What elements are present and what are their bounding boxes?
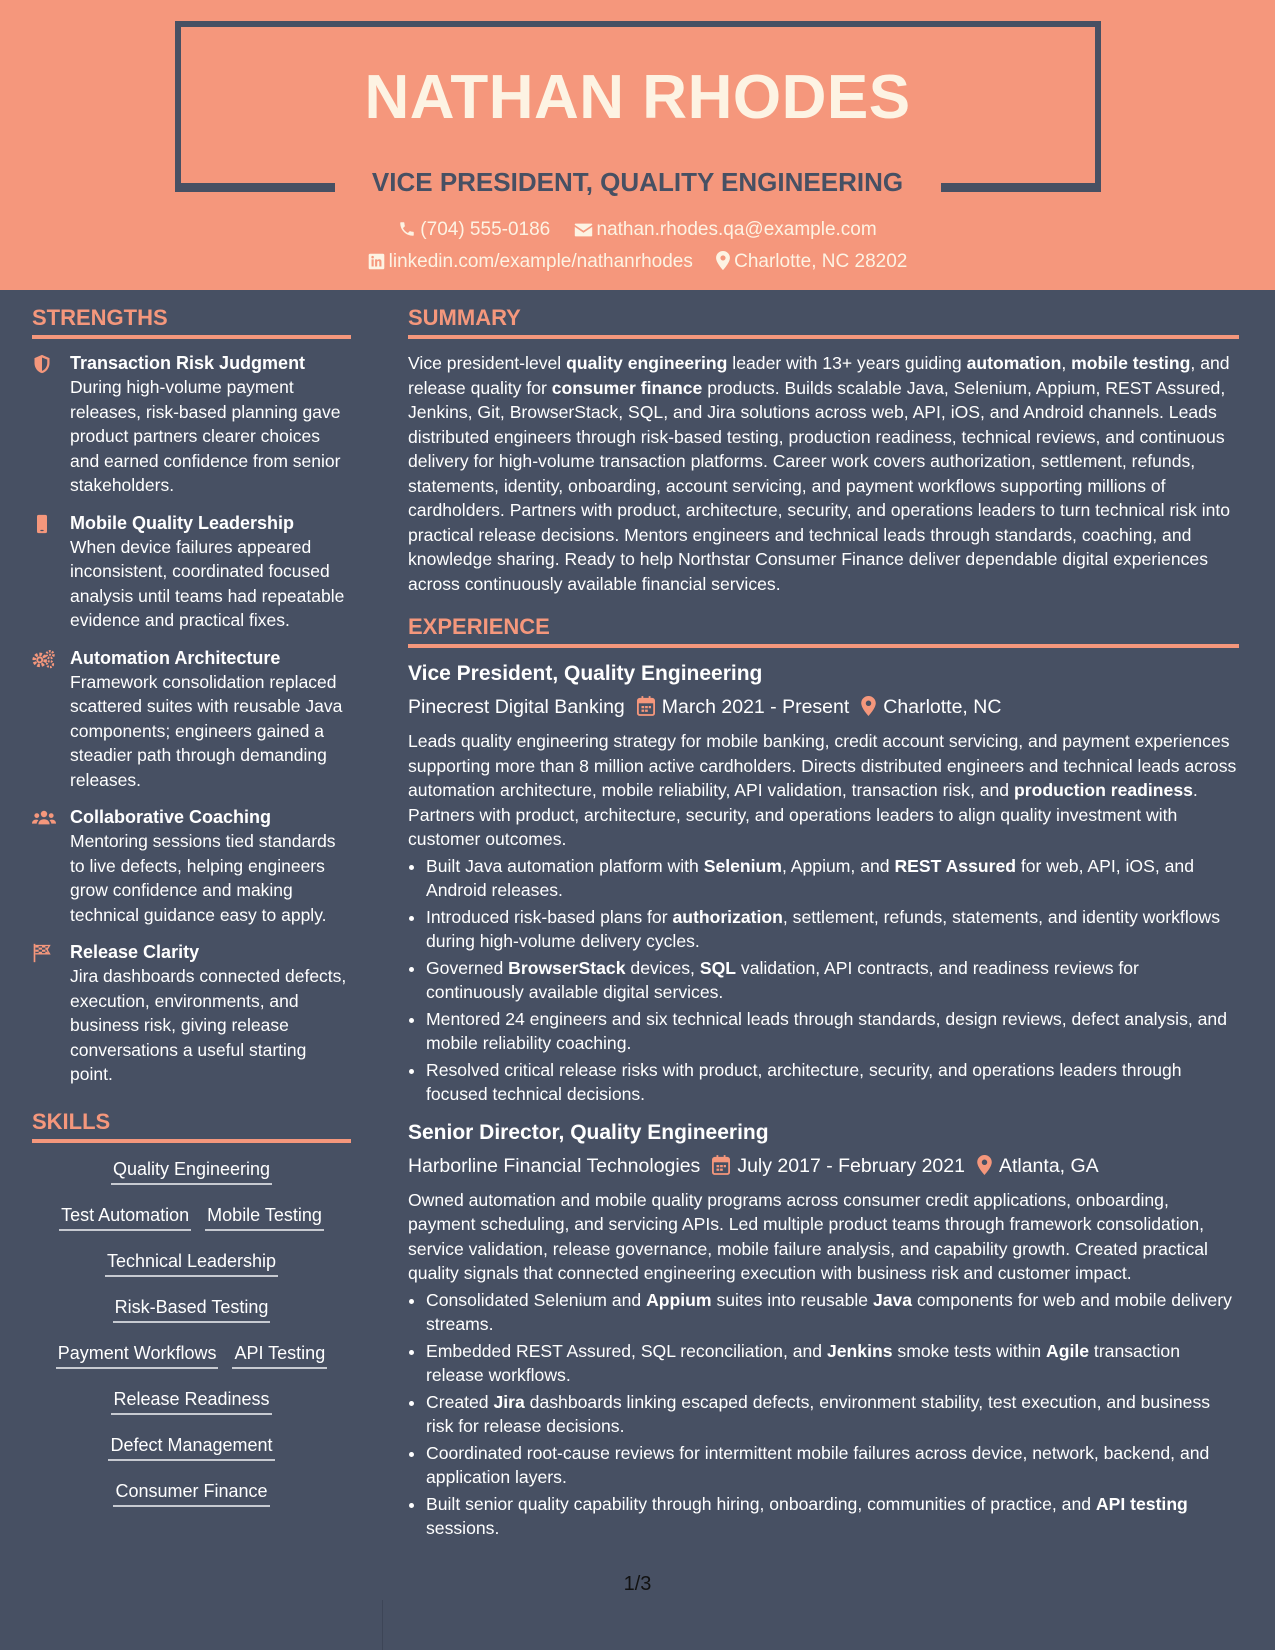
linkedin-icon <box>368 253 385 270</box>
job-location: Charlotte, NC <box>883 696 1002 718</box>
job-dates: March 2021 - Present <box>661 696 850 718</box>
candidate-title: VICE PRESIDENT, QUALITY ENGINEERING <box>371 167 904 197</box>
job-title: Vice President, Quality Engineering <box>408 662 763 685</box>
strength-item <box>32 511 351 633</box>
job-description: Owned automation and mobile quality programs across consumer credit applications, onboarding, payment scheduling, and servicing APIs. Led multiple product teams through framework consolidation, service validation, release governance, mobile failure analysis, and capability growth. Created practical quality signals that connected engineering execution with business risk and customer impact. <box>408 1189 1208 1283</box>
job-bullets <box>408 1288 1239 1541</box>
job-bullet: • Created Jira dashboards linking escaped defects, environment stability, test execution, and business risk for release decisions. <box>426 1390 1239 1439</box>
strength-item <box>32 646 351 793</box>
strength-description: When device failures appeared inconsistent, coordinated focused analysis until teams had repeatable evidence and practical fixes. <box>70 536 345 630</box>
contact-row-2 <box>0 251 1275 273</box>
job-bullet: • Resolved critical release risks with product, architecture, security, and operations leaders through focused technical decisions. <box>426 1058 1239 1107</box>
location <box>716 251 907 273</box>
strength-item <box>32 351 351 498</box>
job-company: Harborline Financial Technologies <box>408 1154 701 1177</box>
job-bullet: • Governed BrowserStack devices, SQL validation, API contracts, and readiness reviews for continuously available digital services. <box>426 956 1239 1005</box>
column-divider <box>382 1600 383 1650</box>
summary-heading: SUMMARY <box>408 305 1239 339</box>
job-description: Leads quality engineering strategy for mobile banking, credit account servicing, and payment experiences supporting more than 8 million active cardholders. Directs distributed engineers and technical leads across automation architecture, mobile reliability, API validation, transaction risk, and production readiness. Partners with product, architecture, security, and operations leaders to align quality investment with customer outcomes. <box>408 731 1237 849</box>
linkedin[interactable] <box>368 251 693 273</box>
skill-tag: Quality Engineering <box>111 1155 272 1185</box>
job-bullets <box>408 854 1239 1107</box>
phone-text: (704) 555-0186 <box>420 219 551 240</box>
strength-title: Mobile Quality Leadership <box>70 512 295 533</box>
phone[interactable] <box>398 219 550 241</box>
summary-text: Vice president-level quality engineering leader with 13+ years guiding automation, mobile testing, and release quality for consumer finance products. Builds scalable Java, Selenium, Appium, REST Assured, Jenkins, Git, BrowserStack, SQL, and Jira solutions across web, API, iOS, and Android channels. Leads distributed engineers through risk-based testing, production readiness, technical reviews, and continuous delivery for high-volume transaction platforms. Career work covers authorization, settlement, refunds, statements, identity, onboarding, account servicing, and payment workflows supporting millions of cardholders. Partners with product, architecture, security, and operations leaders to turn technical risk into practical release decisions. Mentors engineers and technical leads through standards, coaching, and knowledge sharing. Ready to help Northstar Consumer Finance deliver dependable digital experiences across continuously available financial services. <box>408 353 1231 594</box>
strength-description: During high-volume payment releases, risk-based planning gave product partners clearer choices and earned confidence from senior stakeholders. <box>70 377 341 495</box>
job-location: Atlanta, GA <box>998 1154 1099 1177</box>
shield-icon <box>32 354 52 374</box>
job-bullet: • Mentored 24 engineers and six technical leads through standards, design reviews, defect analysis, and mobile reliability coaching. <box>426 1007 1239 1056</box>
experience-heading: EXPERIENCE <box>408 614 1239 648</box>
right-column <box>408 305 1239 1543</box>
contact-row-1 <box>0 219 1275 241</box>
envelope-icon <box>574 222 593 238</box>
strength-item <box>32 805 351 927</box>
skill-tag: Consumer Finance <box>113 1477 269 1507</box>
job-title: Senior Director, Quality Engineering <box>408 1120 769 1144</box>
users-icon <box>32 808 56 828</box>
skill-tag: Defect Management <box>108 1431 274 1461</box>
left-column <box>32 305 351 1523</box>
strength-description: Jira dashboards connected defects, execution, environments, and business risk, giving release conversations a useful starting point. <box>70 966 347 1084</box>
job-meta <box>408 694 1239 720</box>
strength-item <box>32 940 351 1087</box>
strengths-heading: STRENGTHS <box>32 305 351 339</box>
strength-description: Mentoring sessions tied standards to live defects, helping engineers grow confidence and making technical guidance easy to apply. <box>70 831 336 925</box>
strength-title: Transaction Risk Judgment <box>70 353 306 373</box>
email-text: nathan.rhodes.qa@example.com <box>596 219 877 240</box>
job-entry <box>408 1119 1239 1541</box>
job-meta <box>408 1153 1239 1179</box>
skill-tag: Mobile Testing <box>205 1201 324 1231</box>
job-bullet: • Coordinated root-cause reviews for intermittent mobile failures across device, network, backend, and application layers. <box>426 1441 1239 1490</box>
skill-tag: Release Readiness <box>111 1385 271 1415</box>
map-marker-icon <box>861 696 876 716</box>
email[interactable] <box>574 219 877 241</box>
strength-title: Release Clarity <box>70 942 200 962</box>
strength-description: Framework consolidation replaced scattered suites with reusable Java components; engineers gained a steadier path through demanding releases. <box>70 671 343 790</box>
candidate-name: NATHAN RHODES <box>364 63 911 132</box>
job-bullet: • Introduced risk-based plans for authorization, settlement, refunds, statements, and identity workflows during high-volume delivery cycles. <box>426 905 1239 954</box>
job-dates: July 2017 - February 2021 <box>737 1154 965 1177</box>
phone-icon <box>398 220 416 238</box>
job-bullet: • Built Java automation platform with Selenium, Appium, and REST Assured for web, API, iOS, and Android releases. <box>426 854 1239 903</box>
flag-checkered-icon <box>32 943 52 963</box>
name-frame-top <box>175 21 1101 27</box>
skill-tag: Technical Leadership <box>105 1247 278 1277</box>
skill-tag: API Testing <box>232 1339 327 1369</box>
job-entry <box>408 660 1239 1107</box>
skills-list <box>32 1155 351 1507</box>
skill-tag: Risk-Based Testing <box>113 1293 271 1323</box>
job-company: Pinecrest Digital Banking <box>408 696 625 718</box>
skill-tag: Test Automation <box>59 1201 191 1231</box>
calendar-icon <box>712 1155 730 1175</box>
header <box>0 0 1275 290</box>
linkedin-text: linkedin.com/example/nathanrhodes <box>388 251 693 272</box>
skills-heading: SKILLS <box>32 1109 351 1143</box>
job-bullet: • Consolidated Selenium and Appium suites into reusable Java components for web and mobile delivery streams. <box>426 1288 1239 1337</box>
map-marker-icon <box>716 251 730 270</box>
strength-title: Automation Architecture <box>70 647 281 668</box>
job-bullet: • Built senior quality capability through hiring, onboarding, communities of practice, and API testing sessions. <box>426 1492 1239 1541</box>
strength-title: Collaborative Coaching <box>70 807 272 827</box>
skill-tag: Payment Workflows <box>56 1339 219 1369</box>
location-text: Charlotte, NC 28202 <box>734 251 908 272</box>
mobile-icon <box>32 514 52 534</box>
job-bullet: • Embedded REST Assured, SQL reconciliation, and Jenkins smoke tests within Agile transaction release workflows. <box>426 1339 1239 1388</box>
calendar-icon <box>637 696 655 716</box>
page-number: 1/3 <box>623 1573 652 1595</box>
gears-icon <box>32 649 56 669</box>
map-marker-icon <box>977 1155 992 1175</box>
